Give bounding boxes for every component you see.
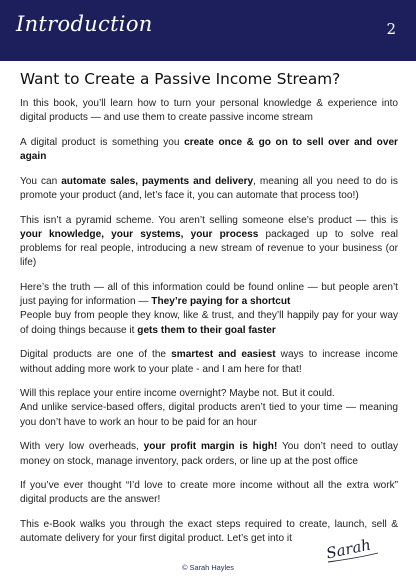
bold-text: gets them to their goal faster bbox=[137, 324, 276, 336]
page-header bbox=[0, 0, 416, 61]
paragraph-text: Will this replace your entire income overnight? Maybe not. But it could. bbox=[20, 388, 335, 400]
page-footer: © Sarah Hayles bbox=[182, 563, 234, 572]
bold-text: smartest and easiest bbox=[171, 349, 276, 361]
paragraph-service bbox=[20, 401, 398, 429]
page-heading: Want to Create a Passive Income Stream? bbox=[20, 70, 341, 88]
signature bbox=[322, 536, 382, 566]
paragraph-text: A digital product is something you bbox=[20, 136, 185, 148]
paragraph-text: packaged up to solve real problems for real people, introducing a new stream of revenue to your business (or life) bbox=[20, 228, 398, 269]
paragraph-overheads bbox=[20, 440, 398, 468]
paragraph-text: If you’ve ever thought “I’d love to create more income without all the extra work” digital products are the answer! bbox=[20, 480, 398, 506]
bold-text: create once & go on to sell over and over again bbox=[20, 136, 398, 163]
bold-text: They’re paying for a shortcut bbox=[151, 296, 291, 308]
paragraph-text: Digital products are one of the bbox=[20, 349, 172, 361]
bold-text: your knowledge, your systems, your process bbox=[20, 228, 259, 240]
paragraph-not-pyramid bbox=[20, 214, 398, 271]
bold-text: automate sales, payments and delivery bbox=[61, 175, 254, 187]
paragraph-automate bbox=[20, 175, 398, 203]
paragraph-text: People buy from people they know, like & trust, and they’ll happily pay for your way of doing things because it bbox=[20, 310, 398, 336]
paragraph-text: With very low overheads, bbox=[20, 441, 144, 453]
page-number: 2 bbox=[386, 20, 396, 38]
paragraph-text: This e-Book walks you through the exact steps required to create, launch, sell & automate delivery for your first digital product. Let’s get into it bbox=[20, 519, 398, 545]
paragraph-definition bbox=[20, 136, 398, 164]
paragraph-smartest bbox=[20, 348, 398, 376]
paragraph-answer bbox=[20, 479, 398, 507]
paragraph-text: And unlike service-based offers, digital products aren’t tied to your time — meaning you don’t have to work an hour to be paid for an hour bbox=[20, 402, 398, 428]
paragraph-text: Here’s the truth — all of this information could be found online — but people aren’t just paying for information — bbox=[20, 282, 398, 308]
section-title: Introduction bbox=[16, 12, 153, 36]
bold-text: your profit margin is high! bbox=[143, 441, 278, 453]
paragraph-text: ways to increase income without adding more work to your plate - and I am here for that! bbox=[20, 349, 399, 375]
paragraph-text: , meaning all you need to do is promote your product (and, let’s face it, you can automate that process too!) bbox=[20, 175, 398, 202]
paragraph-text: This isn’t a pyramid scheme. You aren’t selling someone else’s product — this is bbox=[20, 214, 398, 226]
paragraph-trust bbox=[20, 309, 398, 337]
page-content bbox=[20, 70, 398, 557]
paragraph-overnight bbox=[20, 387, 398, 401]
paragraph-truth bbox=[20, 281, 398, 309]
paragraph-text: In this book, you’ll learn how to turn your personal knowledge & experience into digital products — and use them to create passive income stream bbox=[20, 98, 398, 124]
paragraph-text: You can bbox=[20, 175, 62, 187]
signature-text: Sarah bbox=[324, 535, 373, 563]
paragraph-intro bbox=[20, 97, 398, 125]
paragraph-text: You don’t need to outlay money on stock, manage inventory, pack orders, or line up at the post office bbox=[20, 441, 398, 467]
